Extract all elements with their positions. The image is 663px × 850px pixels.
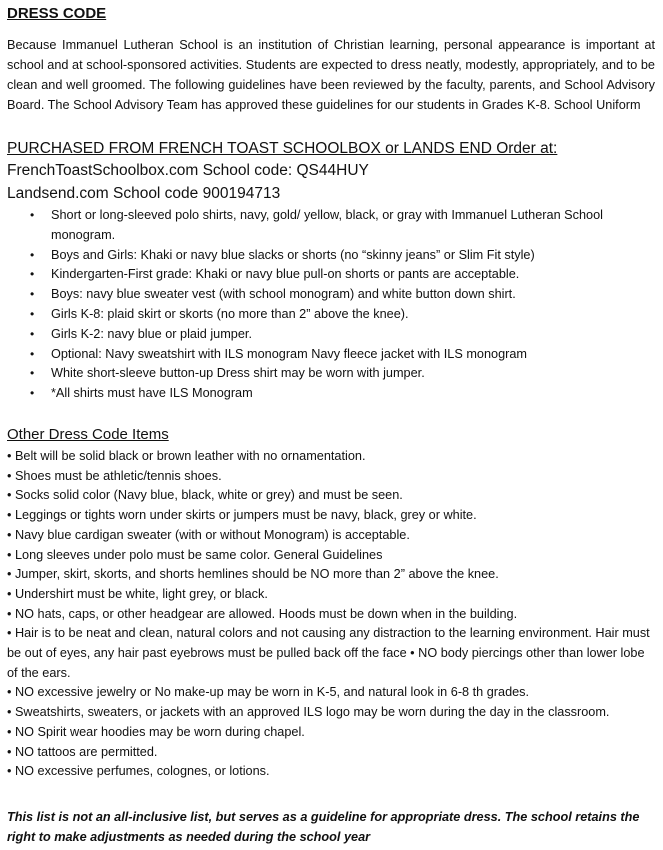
bullet-icon: • xyxy=(30,326,35,341)
other-dress-code-heading: Other Dress Code Items xyxy=(7,426,169,443)
uniform-item: • White short-sleeve button-up Dress shirt may be worn with jumper. xyxy=(28,364,653,384)
purchase-heading: PURCHASED FROM FRENCH TOAST SCHOOLBOX or LANDS END Order at: xyxy=(7,140,558,157)
other-dress-code-list xyxy=(7,447,655,782)
bullet-icon: • xyxy=(30,306,35,321)
bullet-icon: • xyxy=(30,208,35,222)
uniform-item: • Boys: navy blue sweater vest (with school monogram) and white button down shirt. xyxy=(28,285,653,305)
other-item: • Hair is to be neat and clean, natural colors and not causing any distraction to the learning environment. Hair must be out of eyes, any hair past eyebrows must be pulled back off the face • NO body piercings other than lower lobe of the ears. xyxy=(7,626,650,680)
uniform-item: • Short or long-sleeved polo shirts, navy, gold/ yellow, black, or gray with Immanuel Lutheran School monogram. xyxy=(30,208,603,242)
other-item: • NO excessive perfumes, colognes, or lotions. xyxy=(7,764,270,779)
uniform-item: • *All shirts must have ILS Monogram xyxy=(28,384,653,404)
other-item: • Leggings or tights worn under skirts or jumpers must be navy, black, grey or white. xyxy=(7,508,477,523)
footer-disclaimer: This list is not an all-inclusive list, but serves as a guideline for appropriate dress. The school retains the right to make adjustments as needed during the school year xyxy=(7,810,640,844)
other-item: • Sweatshirts, sweaters, or jackets with an approved ILS logo may be worn during the day in the classroom. xyxy=(7,705,610,720)
bullet-icon: • xyxy=(30,287,35,302)
bullet-icon: • xyxy=(30,366,35,381)
uniform-item: • Boys and Girls: Khaki or navy blue slacks or shorts (no “skinny jeans” or Slim Fit style) xyxy=(28,246,653,266)
other-item: • Navy blue cardigan sweater (with or without Monogram) is acceptable. xyxy=(7,527,410,542)
uniform-item: • Girls K-2: navy blue or plaid jumper. xyxy=(28,325,653,345)
bullet-icon: • xyxy=(30,386,35,401)
other-item: • NO Spirit wear hoodies may be worn during chapel. xyxy=(7,724,305,739)
intro-paragraph: Because Immanuel Lutheran School is an institution of Christian learning, personal appearance is important at school and at school-sponsored activities. Students are expected to dress neatly, modestly, appropriately, and to be clean and well groomed. The following guidelines have been reviewed by the faculty, parents, and School Advisory Board. The School Advisory Team has approved these guidelines for our students in Grades K-8. School Uniform xyxy=(7,38,655,112)
page-title: DRESS CODE xyxy=(7,5,107,22)
bullet-icon: • xyxy=(30,346,35,361)
other-item: • NO hats, caps, or other headgear are allowed. Hoods must be down when in the building. xyxy=(7,606,518,621)
other-item: • Long sleeves under polo must be same color. General Guidelines xyxy=(7,547,383,562)
french-toast-code-line: FrenchToastSchoolbox.com School code: QS44HUY xyxy=(7,162,369,179)
bullet-icon: • xyxy=(30,267,35,282)
other-item: • Undershirt must be white, light grey, or black. xyxy=(7,586,268,601)
uniform-item: • Girls K-8: plaid skirt or skorts (no more than 2” above the knee). xyxy=(28,305,653,325)
uniform-item: • Optional: Navy sweatshirt with ILS monogram Navy fleece jacket with ILS monogram xyxy=(28,345,653,365)
other-item: • NO excessive jewelry or No make-up may be worn in K-5, and natural look in 6-8 th grades. xyxy=(7,685,530,700)
lands-end-code-line: Landsend.com School code 900194713 xyxy=(7,185,281,202)
other-item: • NO tattoos are permitted. xyxy=(7,744,158,759)
uniform-list xyxy=(28,206,653,404)
other-item: • Jumper, skirt, skorts, and shorts hemlines should be NO more than 2” above the knee. xyxy=(7,567,499,582)
bullet-icon: • xyxy=(30,247,35,262)
other-item: • Socks solid color (Navy blue, black, white or grey) and must be seen. xyxy=(7,488,403,503)
other-item: • Shoes must be athletic/tennis shoes. xyxy=(7,468,222,483)
uniform-item: • Kindergarten-First grade: Khaki or navy blue pull-on shorts or pants are acceptable. xyxy=(28,265,653,285)
other-item: • Belt will be solid black or brown leather with no ornamentation. xyxy=(7,449,366,463)
